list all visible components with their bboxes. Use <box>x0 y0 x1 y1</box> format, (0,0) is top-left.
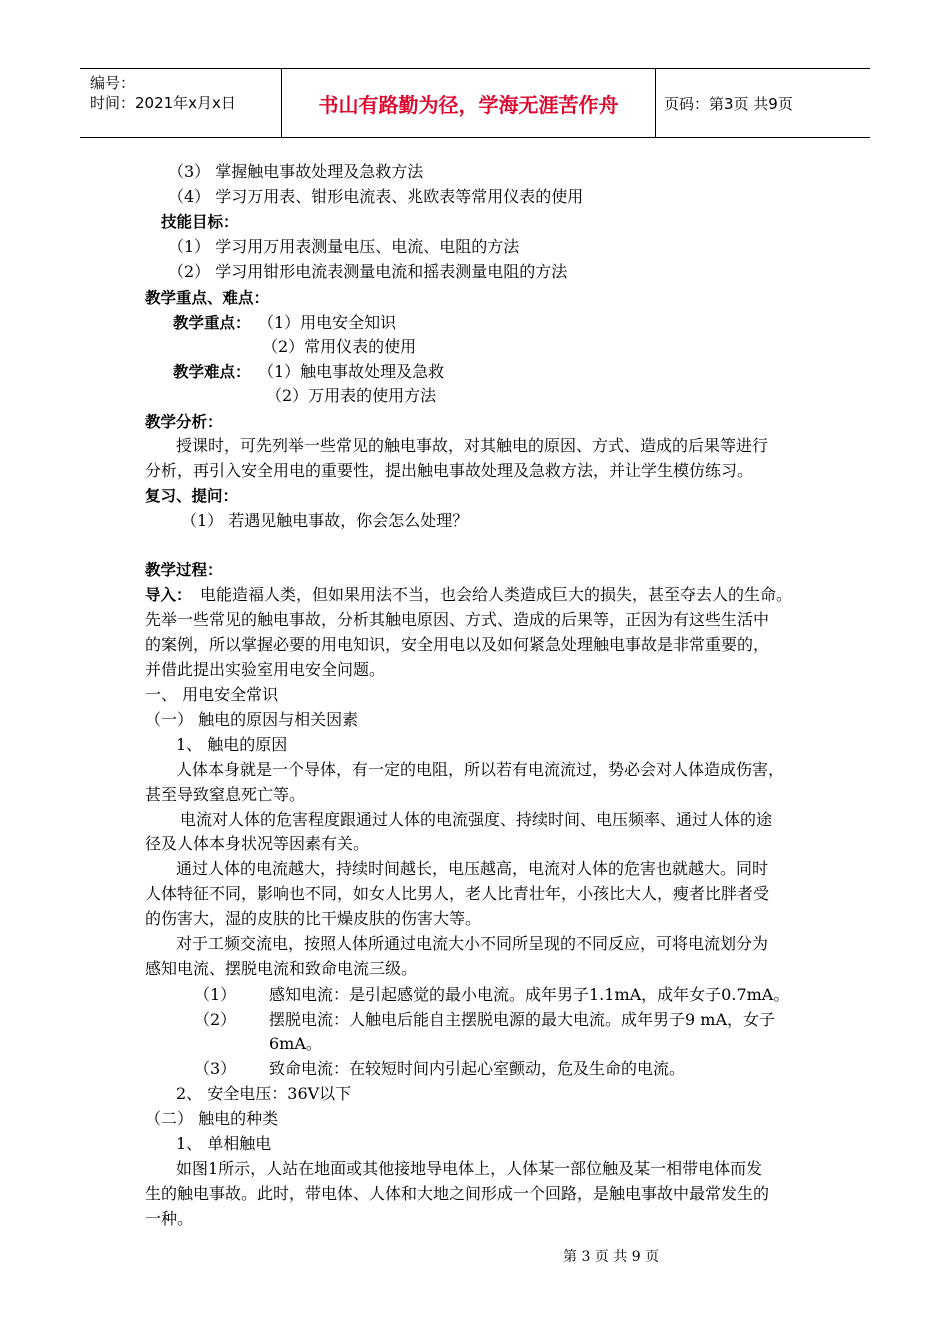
key-point-1: （1）用电安全知识 <box>258 313 397 332</box>
page-header <box>80 68 870 138</box>
single-phase-line-1: 如图1所示，人站在地面或其他接地导电体上，人体某一部位触及某一相带电体而发 <box>176 1159 763 1178</box>
intro-line-2: 先举一些常见的触电事故，分析其触电原因、方式、造成的后果等，正因为有这些生活中 <box>145 610 770 629</box>
difficulty-2: （2）万用表的使用方法 <box>266 386 437 405</box>
level-2-text: 摆脱电流：人触电后能自主摆脱电源的最大电流。成年男子9 mA，女子 <box>269 1010 775 1029</box>
factor-paragraph-line-2: 人体特征不同，影响也不同，如女人比男人，老人比青壮年，小孩比大人，瘦者比胖者受 <box>145 884 770 903</box>
level-2-number: （2） <box>194 1010 237 1029</box>
skill-goal-1: （1） 学习用万用表测量电压、电流、电阻的方法 <box>168 237 520 256</box>
cause-paragraph-line-2: 甚至导致窒息死亡等。 <box>145 785 306 804</box>
intro-line-3: 的案例，所以掌握必要的用电知识，安全用电以及如何紧急处理触电事故是非常重要的， <box>145 635 770 654</box>
review-heading: 复习、提问： <box>145 487 239 505</box>
header-motto: 书山有路勤为径，学海无涯苦作舟 <box>282 69 656 137</box>
current-levels-line-1: 对于工频交流电，按照人体所通过电流大小不同所呈现的不同反应，可将电流划分为 <box>176 934 769 953</box>
single-phase-line-3: 一种。 <box>145 1209 194 1228</box>
analysis-paragraph-line-1: 授课时，可先列举一些常见的触电事故，对其触电的原因、方式、造成的后果等进行 <box>176 436 769 455</box>
item-cause-heading: 1、 触电的原因 <box>176 735 288 754</box>
factor-paragraph-line-1: 通过人体的电流越大，持续时间越长，电压越高，电流对人体的危害也就越大。同时 <box>176 859 769 878</box>
objective-line-4: （4） 学习万用表、钳形电流表、兆欧表等常用仪表的使用 <box>168 187 584 206</box>
section-1-heading: 一、 用电安全常识 <box>145 685 279 704</box>
factor-paragraph-line-3: 的伤害大，湿的皮肤的比干燥皮肤的伤害大等。 <box>145 909 482 928</box>
skill-goal-2: （2） 学习用钳形电流表测量电流和摇表测量电阻的方法 <box>168 262 568 281</box>
skill-goals-heading: 技能目标： <box>161 213 239 231</box>
key-point-label: 教学重点： <box>173 314 251 332</box>
item-single-phase-heading: 1、 单相触电 <box>176 1134 272 1153</box>
key-point-2: （2）常用仪表的使用 <box>262 337 417 356</box>
level-2-text-continued: 6mA。 <box>269 1034 322 1053</box>
level-1-number: （1） <box>194 985 237 1004</box>
header-meta <box>80 69 282 137</box>
safe-voltage-line: 2、 安全电压：36V以下 <box>176 1084 352 1103</box>
intro-line-4: 并借此提出实验室用电安全问题。 <box>145 660 386 679</box>
subsection-2-heading: （二） 触电的种类 <box>145 1109 279 1128</box>
intro-label: 导入： <box>145 586 192 604</box>
single-phase-line-2: 生的触电事故。此时，带电体、人体和大地之间形成一个回路，是触电事故中最常发生的 <box>145 1184 770 1203</box>
level-3-number: （3） <box>194 1059 237 1078</box>
review-question-1: （1） 若遇见触电事故，你会怎么处理？ <box>181 511 469 530</box>
page-footer: 第 3 页 共 9 页 <box>563 1249 660 1265</box>
document-time: 时间：2021年x月x日 <box>90 94 236 112</box>
difficulty-1: （1）触电事故处理及急救 <box>258 362 445 381</box>
level-1-text: 感知电流：是引起感觉的最小电流。成年男子1.1mA，成年女子0.7mA。 <box>269 985 790 1004</box>
hazard-paragraph-line-2: 径及人体本身状况等因素有关。 <box>145 834 370 853</box>
document-number-label: 编号： <box>90 74 136 92</box>
header-page-code: 页码：第3页 共9页 <box>664 94 793 113</box>
level-3-text: 致命电流：在较短时间内引起心室颤动，危及生命的电流。 <box>269 1059 686 1078</box>
analysis-heading: 教学分析： <box>145 413 223 431</box>
intro-line-1: 电能造福人类，但如果用法不当，也会给人类造成巨大的损失，甚至夺去人的生命。 <box>200 585 793 604</box>
hazard-paragraph-line-1: 电流对人体的危害程度跟通过人体的电流强度、持续时间、电压频率、通过人体的途 <box>180 810 773 829</box>
key-points-heading: 教学重点、难点： <box>145 289 270 307</box>
objective-line-3: （3） 掌握触电事故处理及急救方法 <box>168 162 424 181</box>
analysis-paragraph-line-2: 分析，再引入安全用电的重要性，提出触电事故处理及急救方法，并让学生模仿练习。 <box>145 461 754 480</box>
cause-paragraph-line-1: 人体本身就是一个导体，有一定的电阻，所以若有电流流过，势必会对人体造成伤害， <box>176 760 785 779</box>
process-heading: 教学过程： <box>145 561 223 579</box>
current-levels-line-2: 感知电流、摆脱电流和致命电流三级。 <box>145 959 418 978</box>
subsection-1-heading: （一） 触电的原因与相关因素 <box>145 710 359 729</box>
difficulty-label: 教学难点： <box>173 363 251 381</box>
